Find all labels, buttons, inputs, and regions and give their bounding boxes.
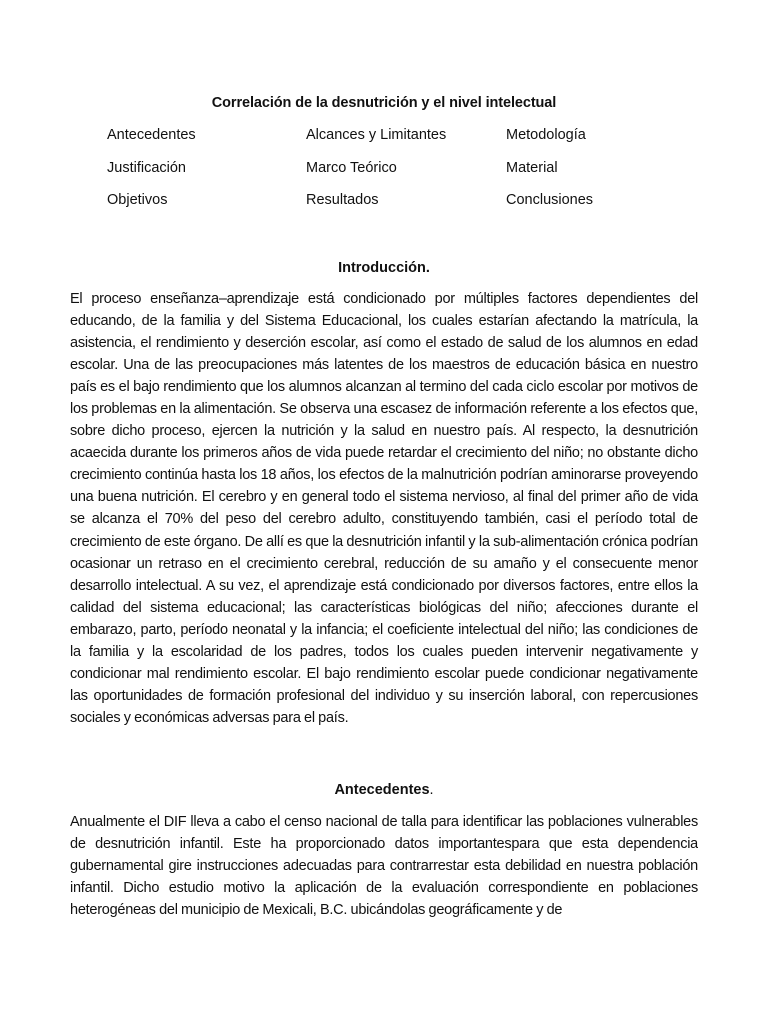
- introduction-paragraph: El proceso enseñanza–aprendizaje está condicionado por múltiples factores dependientes del educando, de la familia y del Sistema Educacional, los cuales estarían afectando la matrícula, la asistencia, el rendimiento y deserción escolar, así como el estado de salud de los alumnos en edad escolar. Una de las preocupaciones más latentes de los maestros de educación básica en nuestro país es el bajo rendimiento que los alumnos alcanzan al termino del cada ciclo escolar por motivos de los problemas en la alimentación. Se observa una escasez de información referente a los efectos que, sobre dicho proceso, ejercen la nutrición y la salud en nuestro país. Al respecto, la desnutrición acaecida durante los primeros años de vida puede retardar el crecimiento del niño; no obstante dicho crecimiento continúa hasta los 18 años, los efectos de la malnutrición podrían aminorarse proveyendo una buena nutrición. El cerebro y en general todo el sistema nervioso, al final del primer año de vida se alcanza el 70% del peso del cerebro adulto, constituyendo también, casi el período total de crecimiento de este órgano. De allí es que la desnutrición infantil y la sub-alimentación crónica podrían ocasionar un retraso en el crecimiento cerebral, reducción de su amaño y el consecuente menor desarrollo intelectual. A su vez, el aprendizaje está condicionado por diversos factores, entre ellos la calidad del sistema educacional; las características biológicas del niño; afecciones durante el embarazo, parto, período neonatal y la infancia; el coeficiente intelectual del niño; las condiciones de la familia y la escolaridad de los padres, todos los cuales pueden intervenir negativamente y condicionar mal rendimiento escolar. El bajo rendimiento escolar puede condicionar negativamente las oportunidades de formación profesional del individuo y su inserción laboral, con repercusiones sociales y económicas adversas para el país.: [70, 291, 698, 726]
- introduction-heading: Introducción.: [338, 260, 430, 276]
- antecedentes-heading: [0, 780, 768, 800]
- document-title: Correlación de la desnutrición y el nivel intelectual: [211, 95, 557, 111]
- toc-item-resultados: Resultados: [306, 192, 379, 208]
- toc-item-metodologia: Metodología: [506, 127, 586, 143]
- toc-item-marco-teorico: Marco Teórico: [306, 159, 397, 176]
- toc-item-antecedentes: Antecedentes: [107, 127, 196, 143]
- antecedentes-paragraph: Anualmente el DIF lleva a cabo el censo nacional de talla para identificar las poblaciones vulnerables de desnutrición infantil. Este ha proporcionado datos importantespara que esta dependencia gubernamental gire instrucciones adecuadas para contrarrestar esta debilidad en nuestra población infantil. Dicho estudio motivo la aplicación de la evaluación correspondiente en poblaciones heterogéneas del municipio de Mexicali, B.C. ubicándolas geográficamente y de: [70, 814, 698, 919]
- toc-item-alcances: Alcances y Limitantes: [306, 127, 447, 143]
- toc-item-material: Material: [506, 159, 558, 176]
- toc-item-justificacion: Justificación: [107, 159, 186, 176]
- toc-item-conclusiones: Conclusiones: [506, 192, 594, 208]
- table-of-contents: [107, 124, 707, 222]
- antecedentes-heading-period: .: [429, 782, 434, 798]
- toc-item-objetivos: Objetivos: [107, 192, 168, 208]
- antecedentes-heading-text: Antecedentes: [334, 782, 430, 798]
